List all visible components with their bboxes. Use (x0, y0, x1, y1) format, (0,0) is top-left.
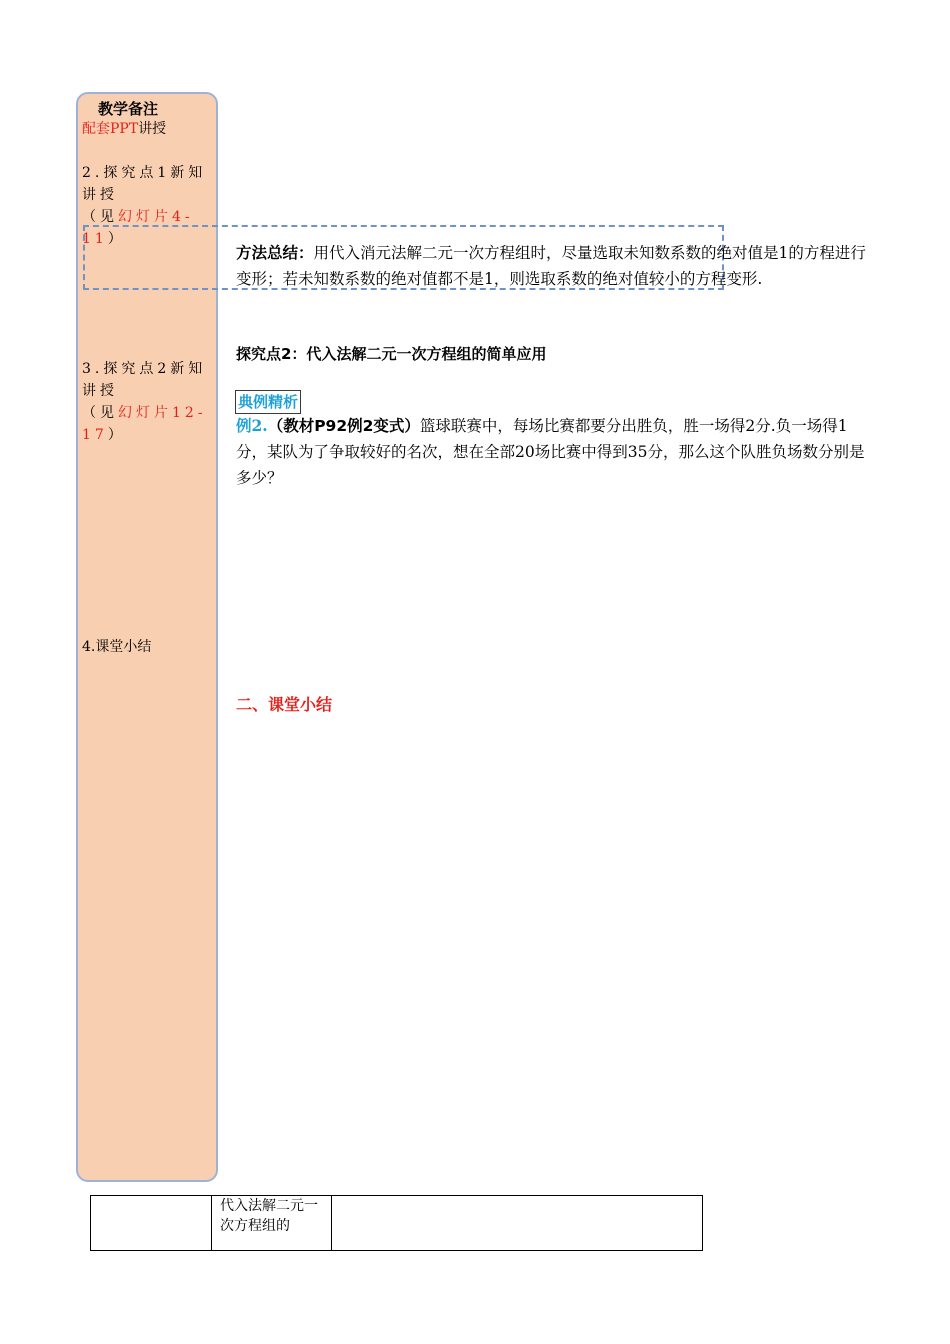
ppt-label: 配套PPT (82, 121, 139, 137)
sidebar-item-2-slides: 幻灯片4-11 (82, 209, 194, 247)
sidebar-item-4: 4.课堂小结 (82, 639, 152, 655)
sidebar-item-3 (82, 358, 216, 446)
example-label: 例2. (236, 416, 268, 435)
summary-table (90, 1195, 703, 1251)
sidebar-item-3-close: ） (107, 427, 126, 443)
ppt-lecture: 讲授 (138, 121, 167, 137)
example-source: （教材P92例2变式） (267, 417, 420, 435)
example-text: 篮球联赛中，每场比赛都要分出胜负，胜一场得2分.负一场得1分，某队为了争取较好的名次，想在全部20场比赛中得到35分，那么这个队胜负场数分别是多少？ (236, 417, 865, 487)
sidebar-item-2-see: （见 (82, 209, 118, 225)
sidebar-item-2-label: 2.探究点1新知讲授 (82, 165, 207, 203)
table-cell (91, 1196, 212, 1251)
method-summary-label: 方法总结： (236, 244, 314, 262)
sidebar-title: 教学备注 (98, 100, 159, 118)
method-summary (236, 240, 866, 292)
table-cell (332, 1196, 703, 1251)
sidebar-item-3-see: （见 (82, 405, 118, 421)
example-2 (236, 413, 866, 491)
table-cell: 代入法解二元一次方程组的 (212, 1196, 332, 1251)
method-summary-text: 用代入消元法解二元一次方程组时，尽量选取未知数系数的绝对值是1的方程进行变形；若未知数系数的绝对值都不是1，则选取系数的绝对值较小的方程变形. (236, 244, 866, 288)
example-tag: 典例精析 (235, 390, 301, 414)
sidebar-item-3-label: 3.探究点2新知讲授 (82, 361, 207, 399)
section-summary-heading: 二、课堂小结 (236, 695, 333, 714)
point2-heading: 探究点2：代入法解二元一次方程组的简单应用 (236, 345, 547, 363)
table-row (91, 1196, 703, 1251)
sidebar-item-2-close: ） (107, 231, 126, 247)
sidebar-item-3-slides: 幻灯片12-17 (82, 405, 207, 443)
sidebar-ppt-note (82, 118, 216, 140)
